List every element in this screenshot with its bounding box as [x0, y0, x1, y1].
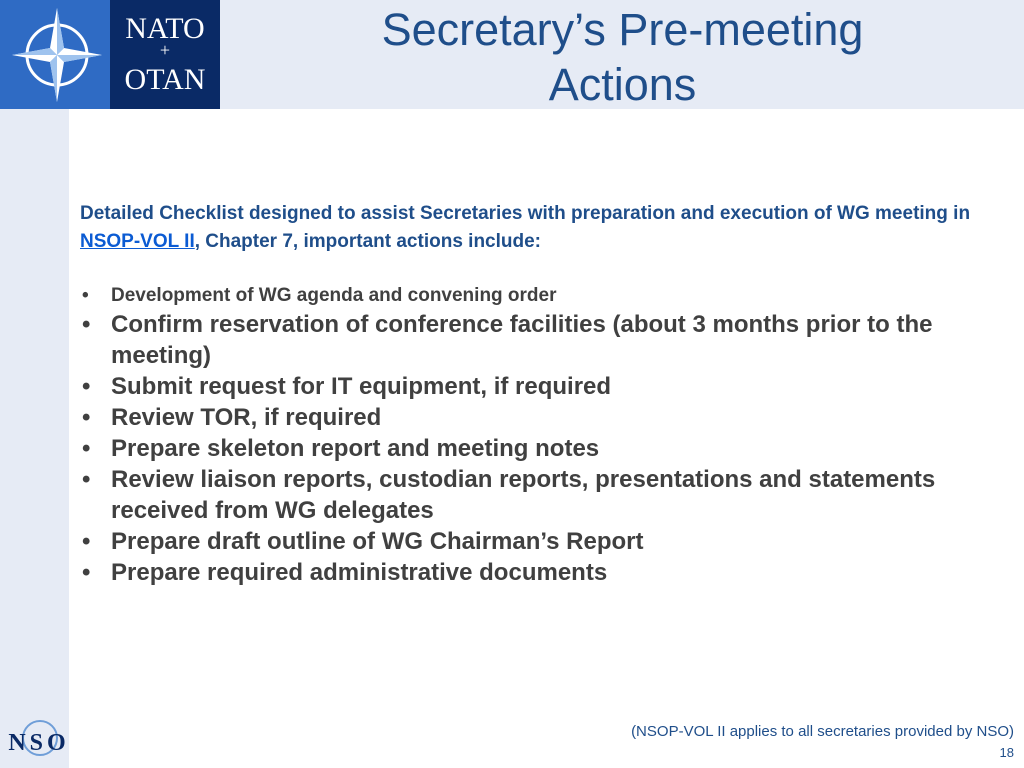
- bullet-dot: •: [82, 466, 91, 493]
- bullet-dot: •: [82, 311, 91, 338]
- slide-title-line-2: Actions: [548, 59, 697, 110]
- logo-nato-text: NATO: [125, 12, 205, 45]
- bullet-text: Prepare draft outline of WG Chairman’s Report: [111, 528, 644, 555]
- nato-compass-star-logo: [0, 0, 110, 109]
- bullet-item: [80, 433, 1010, 464]
- bullet-item: [80, 283, 1010, 309]
- bullet-item: [80, 371, 1010, 402]
- compass-star-icon: [0, 0, 110, 109]
- logo-separator: +: [159, 40, 171, 60]
- nso-logo-text: NSO: [8, 730, 70, 756]
- left-side-band: [0, 109, 69, 768]
- page-number: 18: [999, 745, 1014, 760]
- footer-note: (NSOP-VOL II applies to all secretaries provided by NSO): [631, 723, 1014, 740]
- action-bullet-list: [80, 283, 1010, 588]
- nato-otan-logo: [110, 0, 220, 109]
- nso-logo: [4, 716, 74, 764]
- bullet-dot: •: [82, 404, 91, 431]
- nsop-vol-ii-link[interactable]: NSOP-VOL II: [80, 231, 195, 252]
- bullet-text: Prepare skeleton report and meeting notes: [111, 435, 600, 462]
- bullet-item: [80, 526, 1010, 557]
- bullet-item: [80, 464, 1010, 526]
- logo-otan-text: OTAN: [124, 63, 206, 96]
- bullet-text: Prepare required administrative documents: [111, 559, 608, 586]
- intro-paragraph: [80, 200, 1000, 256]
- intro-text-before: Detailed Checklist designed to assist Secretaries with preparation and execution of WG meeting in: [80, 203, 971, 224]
- bullet-dot: •: [82, 559, 91, 586]
- bullet-dot: •: [82, 285, 89, 306]
- bullet-text: Review liaison reports, custodian reports, presentations and statements received from WG delegates: [111, 466, 936, 524]
- bullet-dot: •: [82, 373, 91, 400]
- bullet-item: [80, 309, 1010, 371]
- bullet-text: Development of WG agenda and convening order: [111, 285, 557, 306]
- slide-title: [300, 2, 945, 112]
- bullet-dot: •: [82, 435, 91, 462]
- bullet-dot: •: [82, 528, 91, 555]
- bullet-text: Review TOR, if required: [111, 404, 382, 431]
- slide-title-line-1: Secretary’s Pre-meeting: [381, 4, 864, 55]
- bullet-item: [80, 402, 1010, 433]
- intro-text-after: , Chapter 7, important actions include:: [194, 231, 542, 252]
- bullet-item: [80, 557, 1010, 588]
- bullet-text: Submit request for IT equipment, if required: [111, 373, 612, 400]
- bullet-text: Confirm reservation of conference facilities (about 3 months prior to the meeting): [111, 311, 933, 369]
